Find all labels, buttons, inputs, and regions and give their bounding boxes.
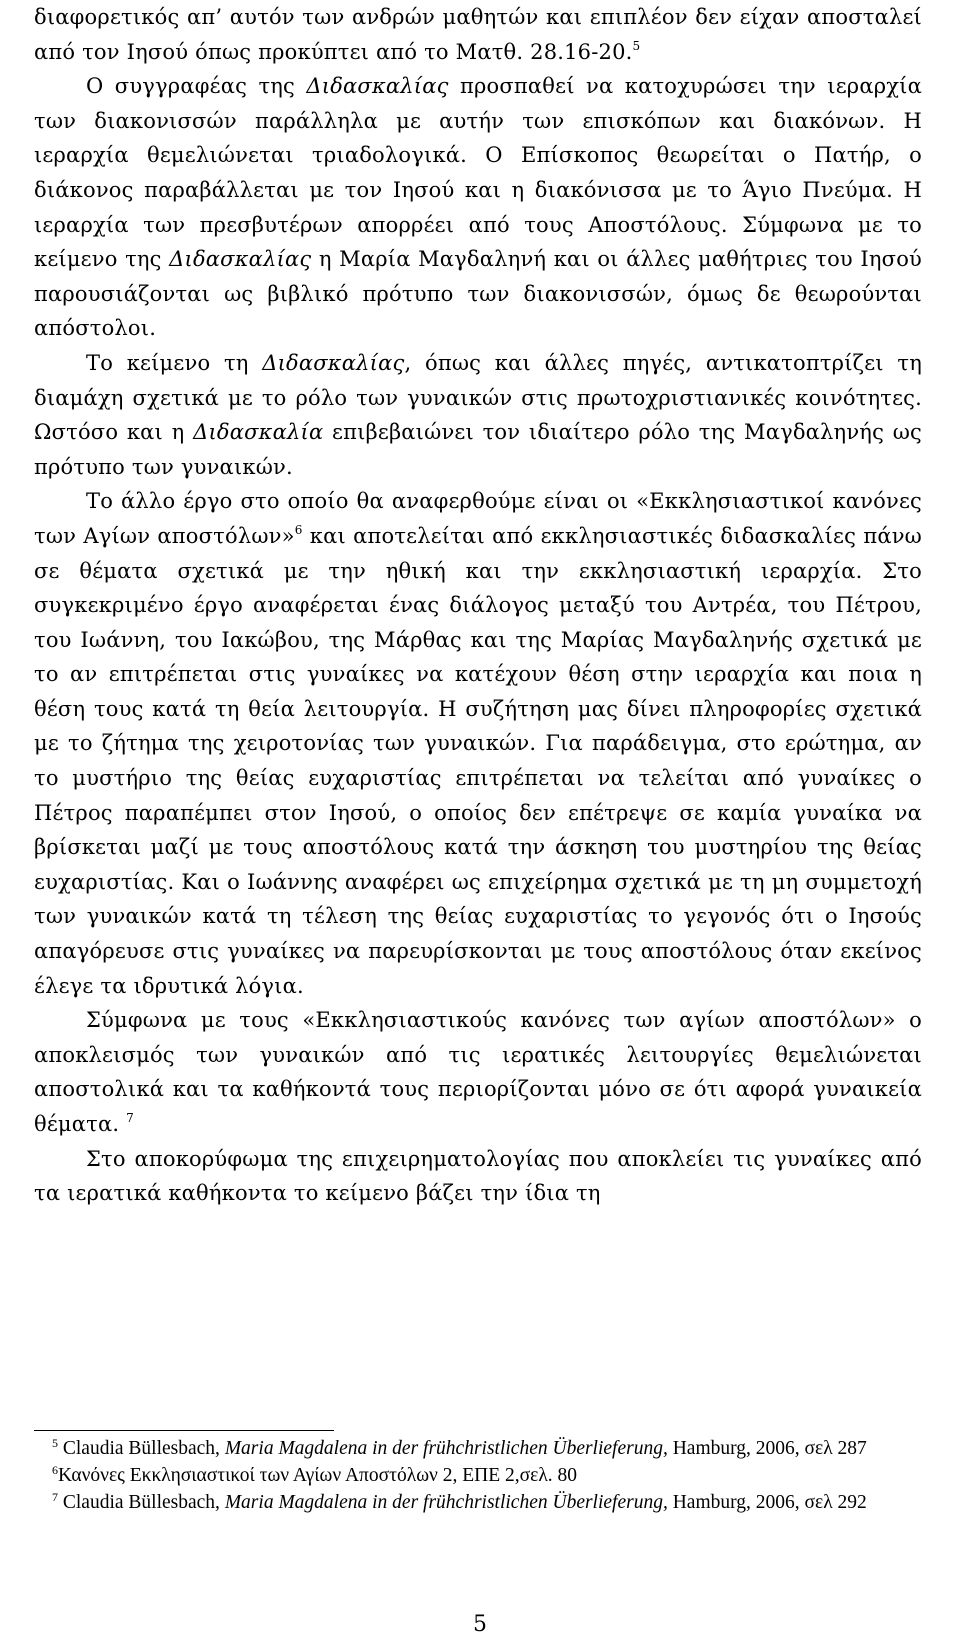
footnote [34, 1464, 922, 1488]
paragraph [34, 1142, 922, 1211]
text-run: Claudia Büllesbach, [58, 1438, 225, 1459]
text-run: Στο αποκορύφωμα της επιχειρηματολογίας που αποκλείει τις γυναίκες από τα ιερατικά καθήκοντα το κείμενο βάζει την ίδια τη [34, 1146, 922, 1206]
text-run: Hamburg, 2006, σελ 287 [667, 1438, 867, 1459]
footnote-list [34, 1437, 922, 1515]
footnote-reference: 6 [294, 522, 303, 537]
text-run: Το κείμενο τη [86, 350, 263, 375]
italic-text: Maria Magdalena in der frühchristlichen Überlieferung, [224, 1438, 668, 1459]
text-run: Σύμφωνα με τους «Εκκλησιαστικούς κανόνες των αγίων αποστόλων» ο αποκλεισμός των γυναικών από τις ιερατικές λειτουργίες θεμελιώνεται αποστολικά και τα καθήκοντά τους περιορίζονται μόνο σε ότι αφορά γυναικεία θέματα. [34, 1008, 922, 1136]
body-text [34, 0, 922, 1211]
italic-text: Διδασκαλία [193, 420, 324, 445]
text-run: Claudia Büllesbach, [58, 1492, 225, 1513]
footnote-reference: 5 [632, 38, 641, 53]
paragraph [34, 69, 922, 346]
page-number: 5 [473, 1612, 487, 1637]
footnote [34, 1437, 922, 1461]
footnote-number: 5 [52, 1436, 58, 1450]
text-run: και αποτελείται από εκκλησιαστικές διδασκαλίες πάνω σε θέματα σχετικά με την ηθική και την εκκλησιαστική ιεραρχία. Στο συγκεκριμένο έργο αναφέρεται ένας διάλογος μεταξύ του Αντρέα, του Πέτρου, του Ιωάννη, του Ιακώβου, της Μάρθας και της Μαρίας Μαγδαληνής σχετικά με το αν επιτρέπεται στις γυναίκες να κατέχουν θέση στην ιεραρχία και ποια η θέση τους κατά τη θεία λειτουργία. Η συζήτηση μας δίνει πληροφορίες σχετικά με το ζήτημα της χειροτονίας των γυναικών. Για παράδειγμα, στο ερώτημα, αν το μυστήριο της θείας ευχαριστίας επιτρέπεται να τελείται από γυναίκες ο Πέτρος παραπέμπει στον Ιησού, ο οποίος δεν επέτρεψε σε καμία γυναίκα να βρίσκεται μαζί με τους αποστόλους κατά την άσκηση του μυστηρίου της θείας ευχαριστίας. Και ο Ιωάννης αναφέρει ως επιχείρημα σχετικά με τη μη συμμετοχή των γυναικών κατά τη τέλεση της θείας ευχαριστίας το γεγονός ότι ο Ιησούς απαγόρευσε στις γυναίκες να παρευρίσκονται με τους αποστόλους όταν εκείνος έλεγε τα ιδρυτικά λόγια. [34, 523, 922, 998]
text-run: Ο συγγραφέας της [86, 74, 307, 99]
text-run: , όπως και άλλες πηγές, αντικατοπτρίζει τη διαμάχη σχετικά με το ρόλο των γυναικών στις πρωτοχριστιανικές κοινότητες. Ωστόσο και η [34, 350, 922, 445]
footnote-number: 6 [52, 1463, 58, 1477]
italic-text: Διδασκαλίας [169, 247, 312, 272]
footnote [34, 1491, 922, 1515]
text-run: Hamburg, 2006, σελ 292 [667, 1492, 867, 1513]
footnote-separator [34, 1430, 334, 1431]
document-page [34, 0, 922, 1211]
text-run: επιβεβαιώνει τον ιδιαίτερο ρόλο της Μαγδαληνής ως πρότυπο των γυναικών. [34, 420, 922, 479]
paragraph [34, 484, 922, 1003]
italic-text: Διδασκαλίας [262, 350, 405, 375]
italic-text: Maria Magdalena in der frühchristlichen Überlieferung, [224, 1492, 668, 1513]
paragraph [34, 0, 922, 69]
footnotes-section [34, 1430, 922, 1518]
text-run: η Μαρία Μαγδαληνή και οι άλλες μαθήτριες του Ιησού παρουσιάζονται ως βιβλικό πρότυπο των διακονισσών, όμως δε θεωρούνται απόστολοι. [34, 247, 923, 341]
italic-text: Διδασκαλίας [306, 74, 449, 99]
paragraph [34, 346, 922, 484]
text-run: Κανόνες Εκκλησιαστικοί των Αγίων Αποστόλων 2, ΕΠΕ 2,σελ. 80 [58, 1465, 578, 1486]
paragraph [34, 1003, 922, 1141]
text-run: Το άλλο έργο στο οποίο θα αναφερθούμε είναι οι «Εκκλησιαστικοί κανόνες των Αγίων αποστόλων» [34, 489, 922, 548]
footnote-reference: 7 [126, 1111, 134, 1125]
text-run: διαφορετικός απ’ αυτόν των ανδρών μαθητών και επιπλέον δεν είχαν αποσταλεί από τον Ιησού όπως προκύπτει από το Ματθ. 28.16-20. [34, 5, 922, 64]
footnote-number: 7 [52, 1490, 58, 1504]
text-run: προσπαθεί να κατοχυρώσει την ιεραρχία των διακονισσών παράλληλα με αυτήν των επισκόπων και διακόνων. Η ιεραρχία θεμελιώνεται τριαδολογικά. Ο Επίσκοπος θεωρείται ο Πατήρ, ο διάκονος παραβάλλεται με τον Ιησού και η διακόνισσα με το Άγιο Πνεύμα. Η ιεραρχία των πρεσβυτέρων απορρέει από τους Αποστόλους. Σύμφωνα με το κείμενο της [34, 74, 922, 272]
